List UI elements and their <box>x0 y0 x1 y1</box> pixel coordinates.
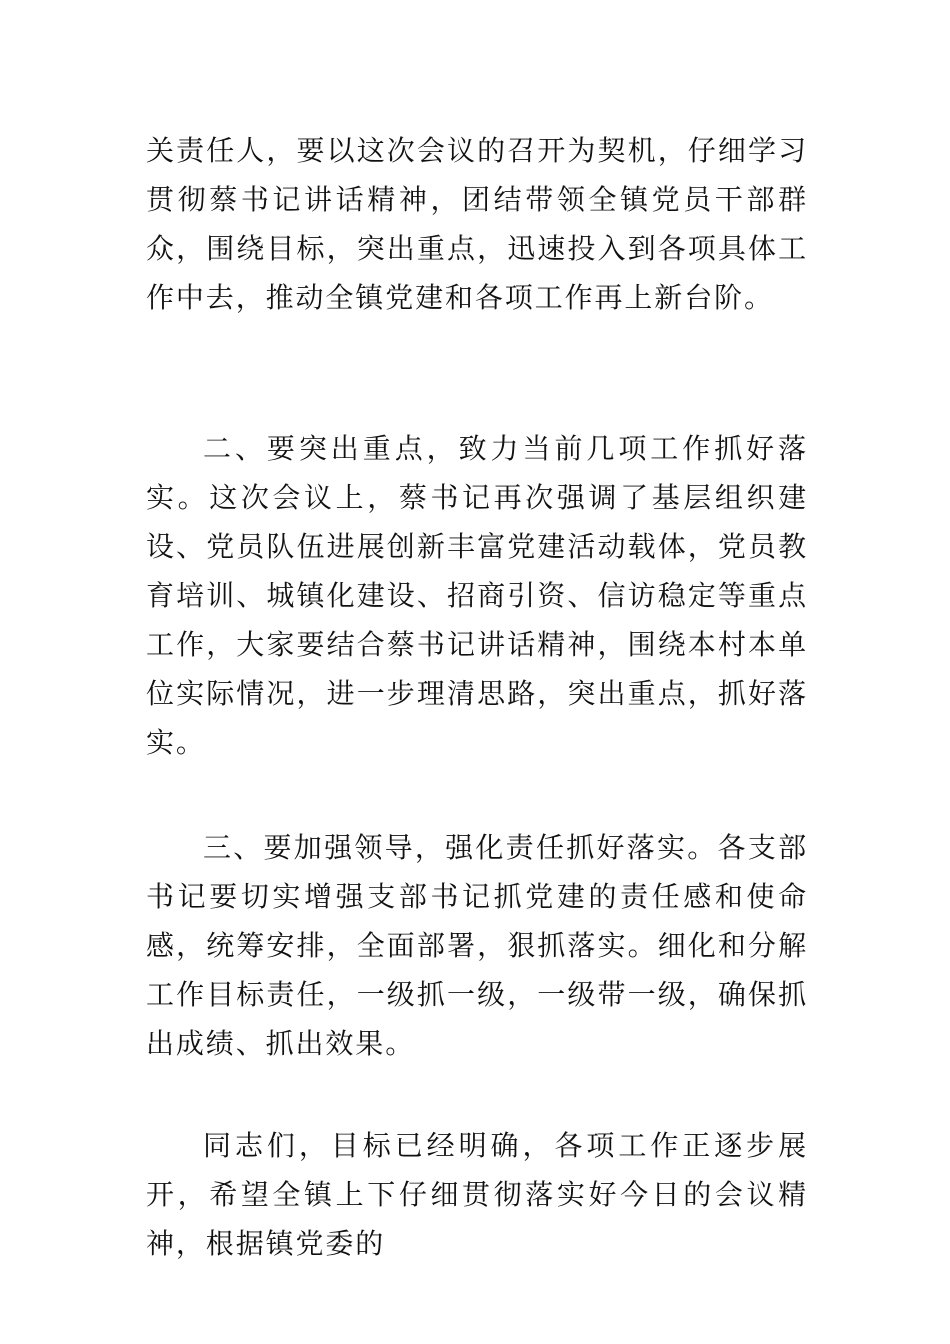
paragraph-continuation: 关责任人，要以这次会议的召开为契机，仔细学习贯彻蔡书记讲话精神，团结带领全镇党员干部群众，围绕目标，突出重点，迅速投入到各项具体工作中去，推动全镇党建和各项工作再上新台阶。 <box>146 134 808 314</box>
paragraph-point-three: 三、要加强领导，强化责任抓好落实。各支部书记要切实增强支部书记抓党建的责任感和使命感，统筹安排，全面部署，狠抓落实。细化和分解工作目标责任，一级抓一级，一级带一级，确保抓出成绩、抓出效果。 <box>146 831 808 1060</box>
paragraph-closing: 同志们，目标已经明确，各项工作正逐步展开，希望全镇上下仔细贯彻落实好今日的会议精神，根据镇党委的 <box>146 1129 808 1260</box>
paragraph-point-two: 二、要突出重点，致力当前几项工作抓好落实。这次会议上，蔡书记再次强调了基层组织建设、党员队伍进展创新丰富党建活动载体，党员教育培训、城镇化建设、招商引资、信访稳定等重点工作，大家要结合蔡书记讲话精神，围绕本村本单位实际情况，进一步理清思路，突出重点，抓好落实。 <box>146 432 808 759</box>
